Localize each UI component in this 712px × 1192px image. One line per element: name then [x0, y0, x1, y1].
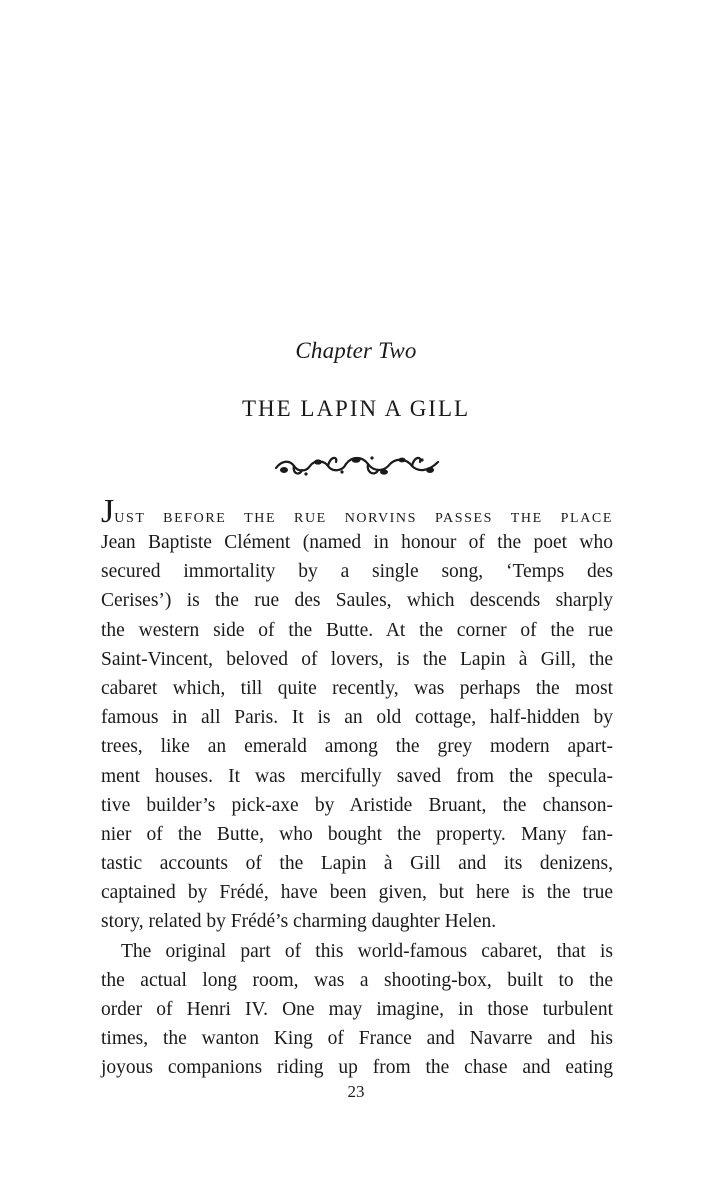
- text-line: cabaret which, till quite recently, was perhaps the most: [101, 677, 613, 699]
- text-line: tive builder’s pick-axe by Aristide Bruant, the chanson-: [101, 794, 613, 816]
- text-line: Jean Baptiste Clément (named in honour of the poet who: [101, 532, 613, 553]
- page-number: 23: [347, 1082, 365, 1101]
- text-line: nier of the Butte, who bought the property. Many fan-: [101, 823, 613, 845]
- opening-smallcaps: UST BEFORE THE RUE NORVINS PASSES THE PLACE: [114, 511, 613, 526]
- text-line: tastic accounts of the Lapin à Gill and its denizens,: [101, 853, 613, 875]
- body-text: [101, 493, 613, 1083]
- text-line: joyous companions riding up from the chase and eating: [101, 1057, 613, 1079]
- text-line: the western side of the Butte. At the corner of the rue: [101, 619, 613, 641]
- text-line: order of Henri IV. One may imagine, in those turbulent: [101, 999, 613, 1020]
- text-line: trees, like an emerald among the grey modern apart-: [101, 736, 613, 758]
- text-line: ment houses. It was mercifully saved from the specula-: [101, 765, 613, 787]
- text-line: the actual long room, was a shooting-box, built to the: [101, 969, 613, 991]
- text-line: secured immortality by a single song, ‘Temps des: [101, 561, 613, 583]
- drop-cap: J: [101, 493, 115, 530]
- text-line: captained by Frédé, have been given, but here is the true: [101, 882, 613, 904]
- vine-ornament-icon: [272, 452, 442, 480]
- text-line: Cerises’) is the rue des Saules, which descends sharply: [101, 590, 613, 612]
- opening-line: [101, 493, 613, 530]
- chapter-label: Chapter Two: [295, 338, 417, 363]
- text-line: Saint-Vincent, beloved of lovers, is the Lapin à Gill, the: [101, 648, 613, 670]
- text-line: times, the wanton King of France and Navarre and his: [101, 1028, 613, 1050]
- text-line: famous in all Paris. It is an old cottage, half-hidden by: [101, 707, 613, 729]
- chapter-title: THE LAPIN A GILL: [241, 396, 471, 421]
- text-line: The original part of this world-famous cabaret, that is: [121, 940, 613, 962]
- text-line: story, related by Frédé’s charming daughter Helen.: [101, 911, 497, 933]
